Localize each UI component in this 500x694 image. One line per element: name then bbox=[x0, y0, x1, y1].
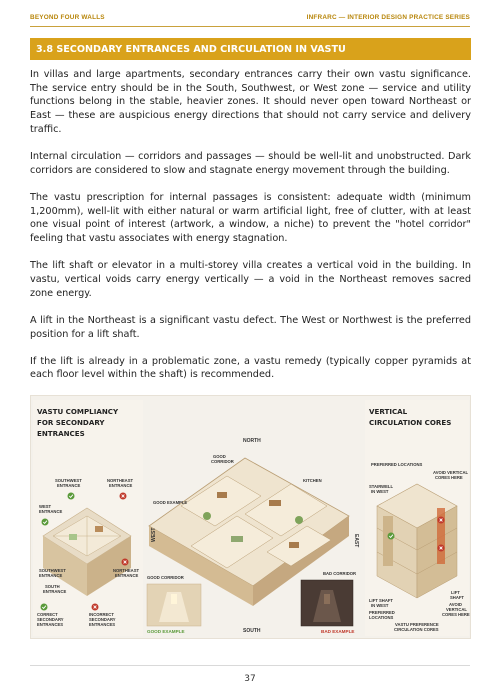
avoid2-label-2: VERTICAL bbox=[446, 607, 467, 612]
label-ne-2: ENTRANCE bbox=[109, 483, 133, 488]
section-title: 3.8 SECONDARY ENTRANCES AND CIRCULATION IN VASTU bbox=[36, 43, 346, 55]
left-title-line2: FOR SECONDARY bbox=[37, 418, 105, 427]
bad-corridor-label: BAD CORRIDOR bbox=[323, 571, 357, 576]
legend-incorrect-1: INCORRECT bbox=[89, 612, 114, 617]
label-ne2-2: ENTRANCE bbox=[115, 573, 139, 578]
kitchen-label: KITCHEN bbox=[303, 478, 322, 483]
label-s-1: SOUTH bbox=[45, 584, 60, 589]
right-title-line2: CIRCULATION CORES bbox=[369, 418, 452, 427]
label-sw2-2: ENTRANCE bbox=[39, 573, 63, 578]
compass-west: WEST bbox=[151, 527, 157, 542]
correct-legend-icon bbox=[41, 604, 48, 611]
legend-correct-1: CORRECT bbox=[37, 612, 58, 617]
vastu-illustration bbox=[30, 395, 471, 639]
footer-rule bbox=[30, 665, 470, 666]
page-number: 37 bbox=[244, 674, 256, 684]
legend-correct-3: ENTRANCES bbox=[37, 622, 64, 627]
lift-shaft-label-1: LIFT bbox=[451, 590, 460, 595]
good-corridor-label: GOOD CORRIDOR bbox=[147, 575, 184, 580]
lift-shaft-label-2: SHAFT bbox=[450, 595, 464, 600]
check-icon bbox=[68, 493, 75, 500]
header-right: INFRARC — INTERIOR DESIGN PRACTICE SERIES bbox=[306, 13, 470, 21]
label-w-2: ENTRANCE bbox=[39, 509, 63, 514]
good-example-caption: GOOD EXAMPLE bbox=[147, 629, 185, 634]
check-icon bbox=[42, 519, 49, 526]
lift-west-label-2: IN WEST bbox=[371, 603, 389, 608]
preferred-label-2: LOCATIONS bbox=[369, 615, 394, 620]
paragraph: In villas and large apartments, secondary entrances carry their own vastu significance. The service entry should be in the South, Southwest, or West zone — service and utility functions belong in the stable, heavier zones. It should never open toward Northeast or East — these are auspicious energy directions that should not carry service and delivery traffic. bbox=[30, 69, 471, 135]
label-s-2: ENTRANCE bbox=[43, 589, 67, 594]
illustration-svg bbox=[31, 396, 472, 640]
preferred-locations-label: PREFERRED LOCATIONS bbox=[371, 462, 423, 467]
stairwell-label-2: IN WEST bbox=[371, 489, 389, 494]
label-w-1: WEST bbox=[39, 504, 52, 509]
paragraph: Internal circulation — corridors and passages — should be well-lit and unobstructed. Dark corridors are considered to slow and stagnate energy movement through the building. bbox=[30, 151, 471, 176]
paragraph: A lift in the Northeast is a significant vastu defect. The West or Northwest is the preferred position for a lift shaft. bbox=[30, 314, 471, 340]
compass-south: SOUTH bbox=[243, 628, 261, 634]
running-header bbox=[30, 10, 470, 24]
legend-incorrect-2: SECONDARY bbox=[89, 617, 116, 622]
paragraph: The vastu prescription for internal passages is consistent: adequate width (minimum 1,200mm), well-lit with either natural or warm artificial light, free of clutter, with at least one visual point of interest (artwork, a window, a niche) to prevent the "hotel corridor" feeling that vastu associates with energy stagnation. bbox=[30, 191, 471, 245]
label-ne2-1: NORTHEAST bbox=[113, 568, 140, 573]
label-sw-1: SOUTHWEST bbox=[55, 478, 82, 483]
compass-east: EAST bbox=[353, 534, 359, 548]
section-title-bar bbox=[30, 38, 471, 60]
avoid2-label-1: AVOID bbox=[449, 602, 462, 607]
label-sw-2: ENTRANCE bbox=[57, 483, 81, 488]
compass-north: NORTH bbox=[243, 438, 261, 444]
good-example-mid: GOOD EXAMPLE bbox=[153, 500, 188, 505]
label-ne-1: NORTHEAST bbox=[107, 478, 134, 483]
legend-incorrect-3: ENTRANCES bbox=[89, 622, 116, 627]
label-sw2-1: SOUTHWEST bbox=[39, 568, 66, 573]
good-corridor-top-1: GOOD bbox=[213, 454, 226, 459]
preferred-label-1: PREFERRED bbox=[369, 610, 395, 615]
avoid-label-2: CORES HERE bbox=[435, 475, 463, 480]
lift-west-label-1: LIFT SHAFT bbox=[369, 598, 393, 603]
avoid2-label-3: CORES HERE bbox=[442, 612, 470, 617]
good-corridor-top-2: CORRIDOR bbox=[211, 459, 234, 464]
legend-correct-2: SECONDARY bbox=[37, 617, 64, 622]
caption-line-1: VASTU PREFERENCE bbox=[395, 622, 439, 627]
header-left: BEYOND FOUR WALLS bbox=[30, 13, 105, 21]
paragraph: The lift shaft or elevator in a multi-storey villa creates a vertical void in the building. In vastu, vertical voids carry energy vertically — a void in the Northeast removes sacred zone energy. bbox=[30, 260, 471, 299]
stairwell-label-1: STAIRWELL bbox=[369, 484, 394, 489]
caption-line-2: CIRCULATION CORES bbox=[394, 627, 439, 632]
right-title-line1: VERTICAL bbox=[369, 407, 408, 416]
left-title-line1: VASTU COMPLIANCY bbox=[37, 407, 119, 416]
header-rule bbox=[30, 26, 470, 27]
left-title-line3: ENTRANCES bbox=[37, 429, 85, 438]
paragraph: If the lift is already in a problematic zone, a vastu remedy (typically copper pyramids at each floor level within the shaft) is recommended. bbox=[30, 355, 471, 381]
vertical-core-illustration bbox=[377, 484, 457, 598]
avoid-label-1: AVOID VERTICAL bbox=[433, 470, 469, 475]
bad-example-caption: BAD EXAMPLE bbox=[321, 629, 355, 634]
body-text bbox=[30, 68, 471, 396]
